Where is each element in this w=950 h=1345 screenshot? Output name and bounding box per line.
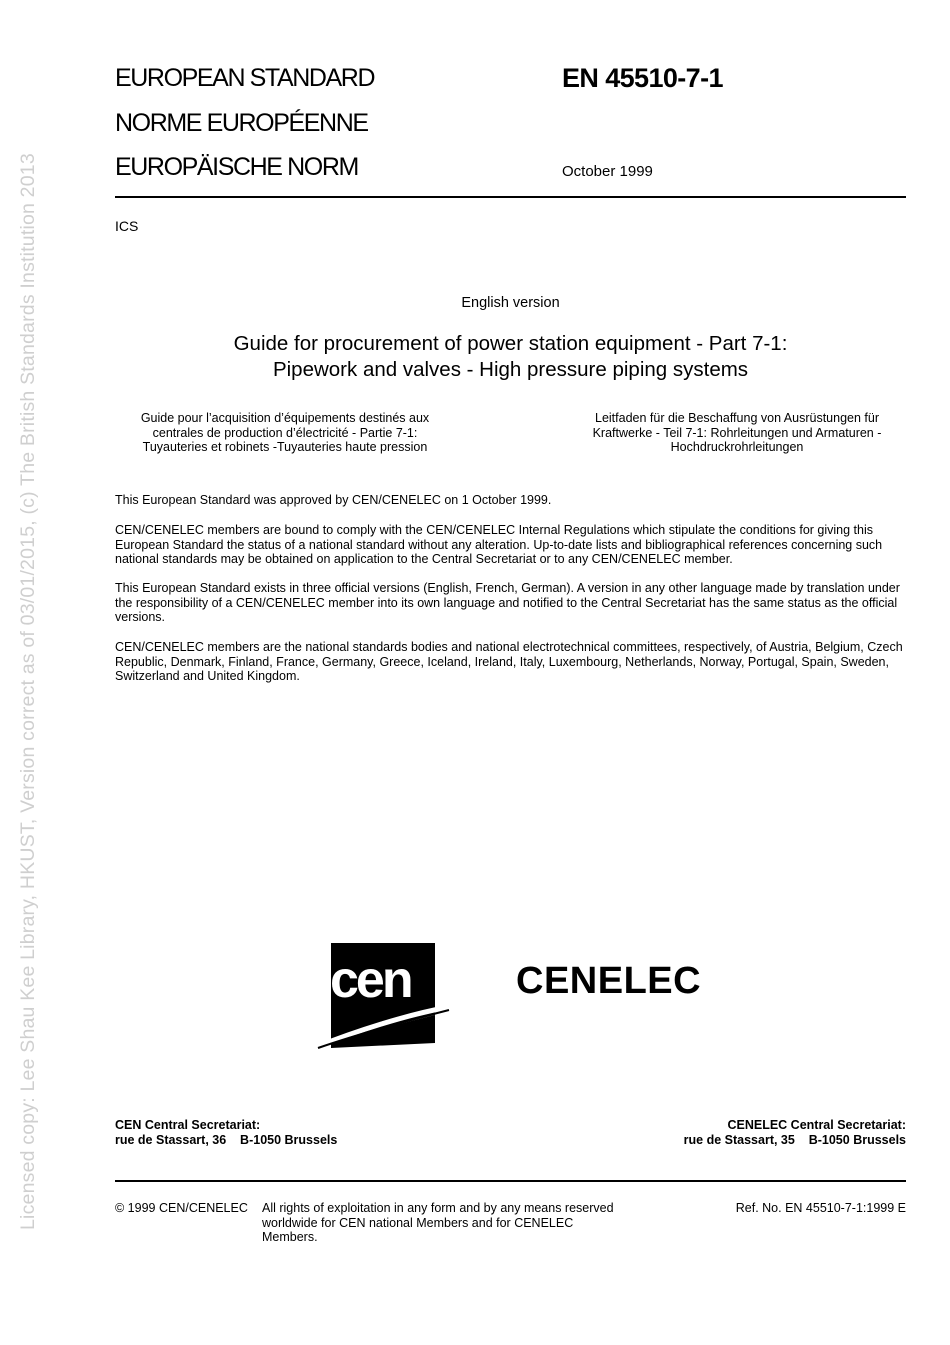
french-title-line-2: centrales de production d’électricité - Partie 7-1: [152, 425, 418, 440]
versions-paragraph: This European Standard exists in three official versions (English, French, German). A version in any other language made by translation under the responsibility of a CEN/CENELEC member into its own language and notified to the Central Secretariat has the same status as the official versions. [115, 581, 900, 625]
cen-secretariat-heading: CEN Central Secretariat: [115, 1118, 261, 1132]
reference-number: Ref. No. EN 45510-7-1:1999 E [735, 1201, 906, 1215]
cen-secretariat-address: rue de Stassart, 36 B-1050 Brussels [115, 1132, 338, 1147]
standard-name-german: EUROPÄISCHE NORM [115, 153, 358, 181]
title-line-2: Pipework and valves - High pressure piping systems [272, 358, 749, 381]
license-watermark: Licensed copy: Lee Shau Kee Library, HKUST, Version correct as of 03/01/2015, (c) The British Standards Institution 2013 [17, 153, 39, 1230]
german-title [562, 411, 912, 455]
rights-statement [262, 1201, 614, 1245]
german-title-line-3: Hochdruckrohrleitungen [670, 440, 804, 455]
ics-label: ICS [115, 218, 139, 234]
german-title-line-1: Leitfaden für die Beschaffung von Ausrüstungen für [595, 411, 879, 425]
standard-name-english: EUROPEAN STANDARD [115, 64, 375, 92]
rights-line-3: Members. [262, 1230, 318, 1245]
french-title-line-3: Tuyauteries et robinets -Tuyauteries haute pression [142, 440, 428, 455]
cen-logo-text: cen [330, 951, 411, 1009]
standard-name-french: NORME EUROPÉENNE [115, 109, 368, 137]
document-title [115, 331, 906, 383]
french-title-line-1: Guide pour l’acquisition d’équipements destinés aux [140, 411, 430, 425]
cenelec-secretariat-heading: CENELEC Central Secretariat: [727, 1118, 906, 1132]
footer-rule [115, 1180, 906, 1182]
approval-paragraph: This European Standard was approved by CEN/CENELEC on 1 October 1999. [115, 493, 552, 507]
members-paragraph: CEN/CENELEC members are the national standards bodies and national electrotechnical committees, respectively, of Austria, Belgium, Czech Republic, Denmark, Finland, France, Germany, Greece, Iceland, Ireland, Italy, Luxembourg, Netherlands, Norway, Portugal, Spain, Sweden, Switzerland and United Kingdom. [115, 640, 903, 684]
title-line-1: Guide for procurement of power station equipment - Part 7-1: [233, 332, 788, 355]
publication-date: October 1999 [562, 163, 653, 180]
cen-logo-graphic [316, 943, 451, 1050]
german-title-line-2: Kraftwerke - Teil 7-1: Rohrleitungen und Armaturen - [592, 425, 882, 440]
regulations-paragraph: CEN/CENELEC members are bound to comply with the CEN/CENELEC Internal Regulations which stipulate the conditions for giving this European Standard the status of a national standard without any alteration. Up-to-date lists and bibliographical references concerning such national standards may be obtained on application to the Central Secretariat or to any CEN/CENELEC member. [115, 523, 883, 567]
cen-logo [316, 943, 451, 1050]
copyright-notice: © 1999 CEN/CENELEC [115, 1201, 248, 1215]
french-title [115, 411, 455, 455]
rights-line-2: worldwide for CEN national Members and for CENELEC [262, 1215, 574, 1230]
cenelec-secretariat-address: rue de Stassart, 35 B-1050 Brussels [683, 1132, 906, 1147]
cenelec-secretariat [684, 1118, 906, 1147]
header-rule [115, 196, 906, 198]
rights-line-1: All rights of exploitation in any form and by any means reserved [262, 1201, 614, 1215]
cen-secretariat [115, 1118, 337, 1147]
document-number: EN 45510-7-1 [562, 63, 723, 93]
version-label: English version [461, 295, 560, 311]
cenelec-logo: CENELEC [516, 960, 702, 1002]
